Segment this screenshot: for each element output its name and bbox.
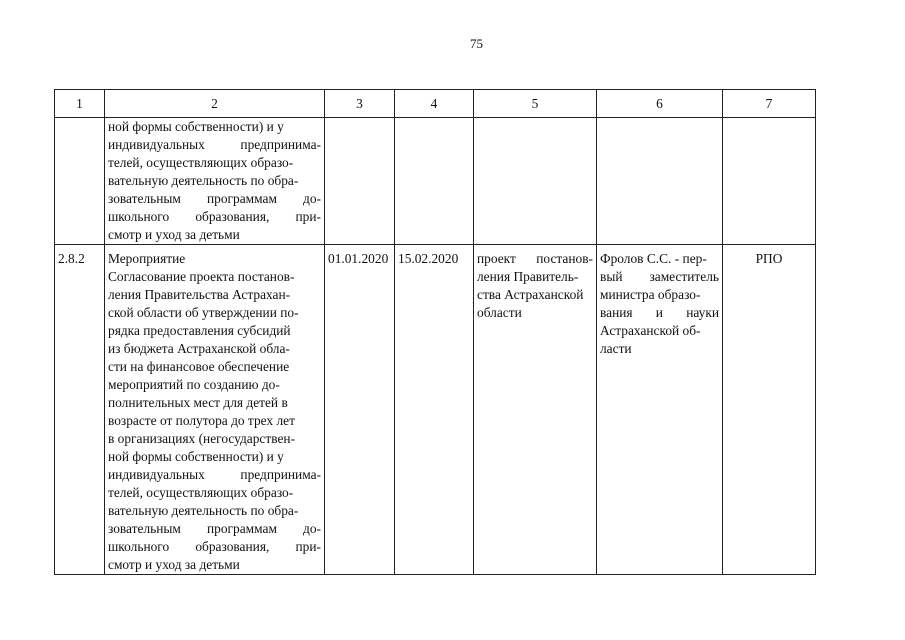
row-end-date: 15.02.2020 <box>395 245 474 575</box>
description-line: школьного образования, при- <box>108 209 321 224</box>
description-line: полнительных мест для детей в <box>108 395 288 410</box>
responsible-line: вания и науки <box>600 305 719 320</box>
row-continued-start <box>325 118 395 245</box>
description-line: ской области об утверждении по- <box>108 305 299 320</box>
description-line: мероприятий по созданию до- <box>108 377 280 392</box>
description-line: смотр и уход за детьми <box>108 557 240 572</box>
row-continued-executor <box>723 118 816 245</box>
row-continued-end <box>395 118 474 245</box>
row-start-date: 01.01.2020 <box>325 245 395 575</box>
description-line: Мероприятие <box>108 251 186 266</box>
description-line: ления Правительства Астрахан- <box>108 287 291 302</box>
description-line: зовательным программам до- <box>108 191 321 206</box>
row-document <box>474 245 597 575</box>
description-line: ной формы собственности) и у <box>108 119 284 134</box>
row-continued-number <box>55 118 105 245</box>
row-number: 2.8.2 <box>55 245 105 575</box>
row-responsible <box>597 245 723 575</box>
header-col-3: 3 <box>325 90 395 118</box>
table-row-2-8-2 <box>55 245 816 575</box>
table-row-continued <box>55 118 816 245</box>
row-continued-responsible <box>597 118 723 245</box>
header-row <box>55 90 816 118</box>
row-continued-description <box>105 118 325 245</box>
document-line: области <box>477 305 522 320</box>
description-line: зовательным программам до- <box>108 521 321 536</box>
header-col-2: 2 <box>105 90 325 118</box>
description-line: возрасте от полутора до трех лет <box>108 413 295 428</box>
description-line: сти на финансовое обеспечение <box>108 359 290 374</box>
description-line: ной формы собственности) и у <box>108 449 284 464</box>
description-line: в организациях (негосударствен- <box>108 431 296 446</box>
description-line: из бюджета Астраханской обла- <box>108 341 290 356</box>
header-col-6: 6 <box>597 90 723 118</box>
responsible-line: ласти <box>600 341 632 356</box>
header-col-7: 7 <box>723 90 816 118</box>
description-line: телей, осуществляющих образо- <box>108 155 294 170</box>
description-line: индивидуальных предпринима- <box>108 137 321 152</box>
description-line: смотр и уход за детьми <box>108 227 240 242</box>
row-continued-document <box>474 118 597 245</box>
plan-table <box>54 89 816 575</box>
document-line: ства Астраханской <box>477 287 584 302</box>
description-line: школьного образования, при- <box>108 539 321 554</box>
responsible-line: Астраханской об- <box>600 323 701 338</box>
description-line: индивидуальных предпринима- <box>108 467 321 482</box>
header-col-1: 1 <box>55 90 105 118</box>
responsible-line: вый заместитель <box>600 269 719 284</box>
responsible-line: Фролов С.С. - пер- <box>600 251 707 266</box>
description-line: телей, осуществляющих образо- <box>108 485 294 500</box>
document-line: проект постанов- <box>477 251 593 266</box>
description-line: Согласование проекта постанов- <box>108 269 295 284</box>
description-line: вательную деятельность по обра- <box>108 503 299 518</box>
row-executor: РПО <box>723 245 816 575</box>
page-number: 75 <box>470 36 483 51</box>
document-line: ления Правитель- <box>477 269 579 284</box>
description-line: вательную деятельность по обра- <box>108 173 299 188</box>
responsible-line: министра образо- <box>600 287 701 302</box>
header-col-5: 5 <box>474 90 597 118</box>
description-line: рядка предоставления субсидий <box>108 323 291 338</box>
row-description <box>105 245 325 575</box>
header-col-4: 4 <box>395 90 474 118</box>
